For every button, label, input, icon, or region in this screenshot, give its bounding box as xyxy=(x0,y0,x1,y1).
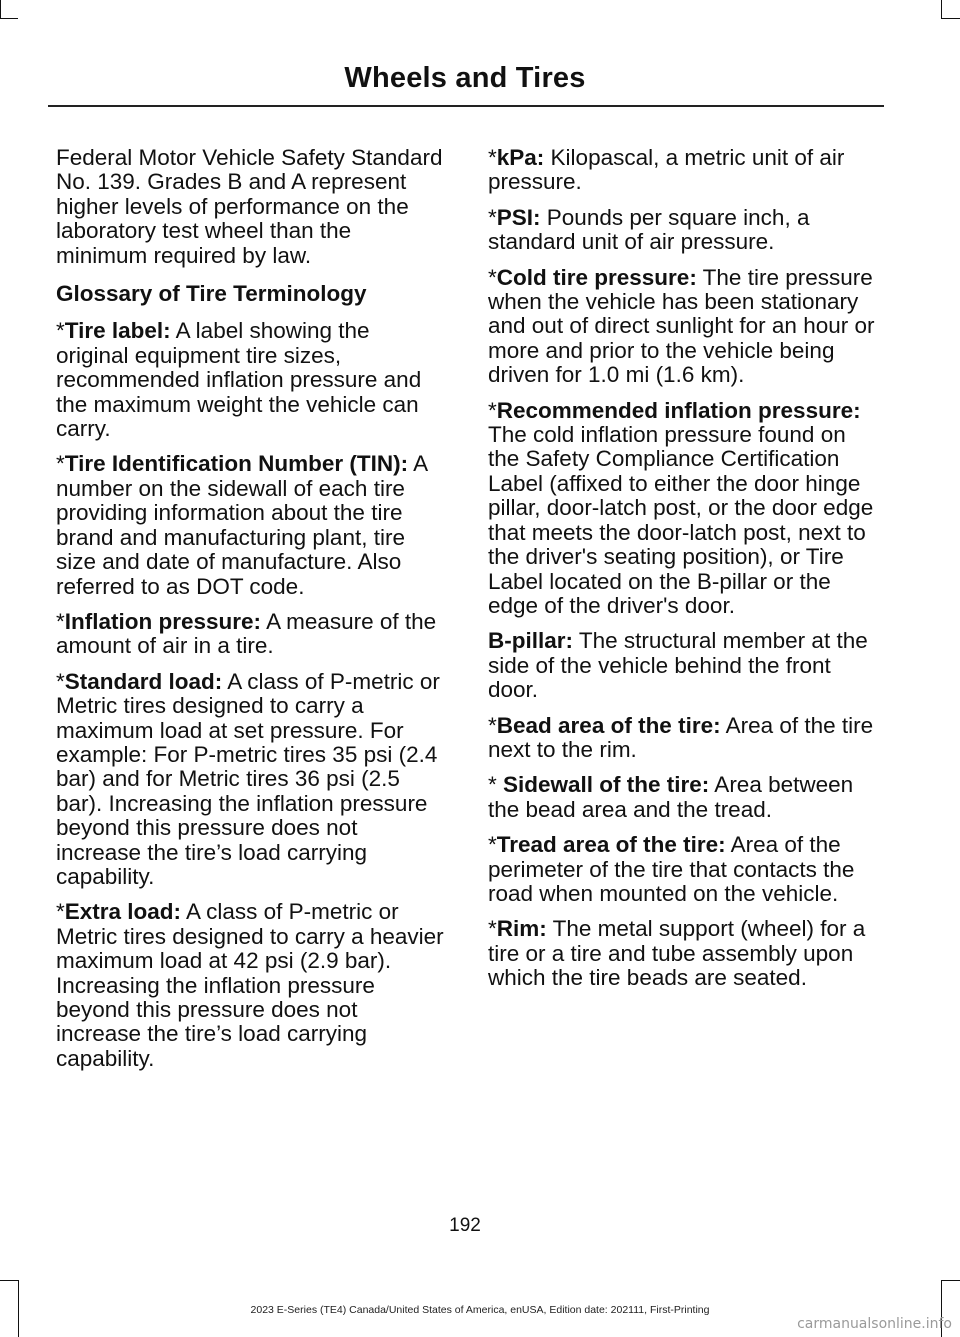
glossary-entry xyxy=(56,319,448,441)
glossary-term: Extra load: xyxy=(64,899,182,925)
page-number: 192 xyxy=(449,1215,481,1236)
glossary-term: B-pillar: xyxy=(488,628,574,654)
crop-mark-top-right xyxy=(941,0,942,18)
glossary-prefix: * xyxy=(56,608,65,634)
glossary-prefix: * xyxy=(488,772,504,798)
glossary-entry xyxy=(488,629,882,702)
glossary-prefix: * xyxy=(488,145,497,170)
section-heading: Glossary of Tire Terminology xyxy=(56,281,367,307)
page-title: Wheels and Tires xyxy=(344,62,586,94)
glossary-entry xyxy=(488,773,882,822)
glossary-prefix: * xyxy=(488,264,497,290)
glossary-term: kPa: xyxy=(496,145,545,170)
glossary-term: Standard load: xyxy=(64,668,223,694)
glossary-term: Tread area of the tire: xyxy=(496,832,726,858)
glossary-entry xyxy=(488,266,882,388)
glossary-prefix: * xyxy=(488,832,497,858)
glossary-definition: The cold inflation pressure found on the Safety Compliance Certification Label (affixed to either the door hinge pillar, door-latch post, or the door edge that meets the door-latch post, next to the driver's seating position), or Tire Label located on the B-pillar or the edge of the driver's door. xyxy=(488,422,874,618)
glossary-prefix: * xyxy=(56,451,65,477)
glossary-term: PSI: xyxy=(496,204,541,230)
crop-mark-top-right-h xyxy=(941,18,960,19)
glossary-term: Bead area of the tire: xyxy=(496,712,721,738)
glossary-definition: The tire pressure when the vehicle has been stationary and out of direct sunlight for an hour or more and prior to the vehicle being driven for 1.0 mi (1.6 km). xyxy=(488,264,875,388)
glossary-entry xyxy=(56,900,448,1071)
glossary-prefix: * xyxy=(488,712,497,738)
glossary-entry xyxy=(56,610,448,659)
glossary-definition: Kilopascal, a metric unit of air pressure. xyxy=(488,145,845,195)
glossary-definition: Area of the perimeter of the tire that contacts the road when mounted on the vehicle. xyxy=(488,832,855,906)
glossary-term: Rim: xyxy=(496,916,547,942)
glossary-definition: A label showing the original equipment tire sizes, recommended inflation pressure and the maximum weight the vehicle can carry. xyxy=(56,318,422,442)
glossary-term: Tire Identification Number (TIN): xyxy=(64,451,409,477)
footer-edition: 2023 E-Series (TE4) Canada/United States of America, enUSA, Edition date: 202111, First-Printing xyxy=(250,1304,710,1316)
glossary-definition: The structural member at the side of the vehicle behind the front door. xyxy=(488,628,868,703)
glossary-prefix: * xyxy=(56,899,65,925)
glossary-entry xyxy=(488,714,882,763)
glossary-prefix: * xyxy=(488,397,497,423)
crop-mark-bottom-left xyxy=(0,1280,18,1281)
glossary-term: Sidewall of the tire: xyxy=(503,772,710,798)
watermark: carmanualsonline.info xyxy=(797,1316,952,1332)
glossary-entry xyxy=(488,206,882,255)
glossary-prefix: * xyxy=(56,318,65,344)
glossary-definition: Pounds per square inch, a standard unit of air pressure. xyxy=(488,204,810,255)
glossary-definition: The metal support (wheel) for a tire or a tire and tube assembly upon which the tire beads are seated. xyxy=(488,916,866,991)
glossary-term: Tire label: xyxy=(64,318,171,344)
glossary-prefix: * xyxy=(56,668,65,694)
glossary-definition: A measure of the amount of air in a tire. xyxy=(56,608,437,659)
glossary-entry xyxy=(488,399,882,619)
glossary-definition: Area between the bead area and the tread. xyxy=(488,772,854,822)
glossary-definition: A number on the sidewall of each tire providing information about the tire brand and manufacturing plant, tire size and date of manufacture. Also referred to as DOT code. xyxy=(56,451,427,599)
glossary-definition: A class of P-metric or Metric tires designed to carry a maximum load at set pressure. For example: For P-metric tires 35 psi (2.4 bar) and for Metric tires 36 psi (2.5 bar). Increasing the inflation pressure beyond this pressure does not increase the tire’s load carrying capability. xyxy=(56,668,440,889)
crop-mark-top-left xyxy=(0,0,1,18)
left-column xyxy=(56,146,448,1082)
glossary-definition: A class of P-metric or Metric tires designed to carry a heavier maximum load at 42 psi (2.9 bar). Increasing the inflation pressure beyond this pressure does not increase the tire’s load carrying capability. xyxy=(56,899,444,1071)
glossary-prefix: * xyxy=(488,204,497,230)
glossary-prefix: * xyxy=(488,916,497,942)
glossary-term: Recommended inflation pressure: xyxy=(496,397,861,423)
header-divider xyxy=(48,105,884,107)
right-column xyxy=(488,146,882,1002)
body-paragraph: Federal Motor Vehicle Safety Standard No. 139. Grades B and A represent higher levels of performance on the laboratory test wheel than the minimum required by law. xyxy=(56,145,443,268)
glossary-entry xyxy=(488,917,882,990)
glossary-term: Inflation pressure: xyxy=(64,608,262,634)
glossary-entry xyxy=(488,833,882,906)
glossary-entry xyxy=(488,146,882,195)
glossary-definition: Area of the tire next to the rim. xyxy=(488,712,874,762)
glossary-entry xyxy=(56,452,448,598)
crop-mark-top-left-h xyxy=(0,18,18,19)
crop-mark-bottom-right xyxy=(941,1280,960,1281)
glossary-entry xyxy=(56,670,448,890)
glossary-term: Cold tire pressure: xyxy=(496,264,697,290)
